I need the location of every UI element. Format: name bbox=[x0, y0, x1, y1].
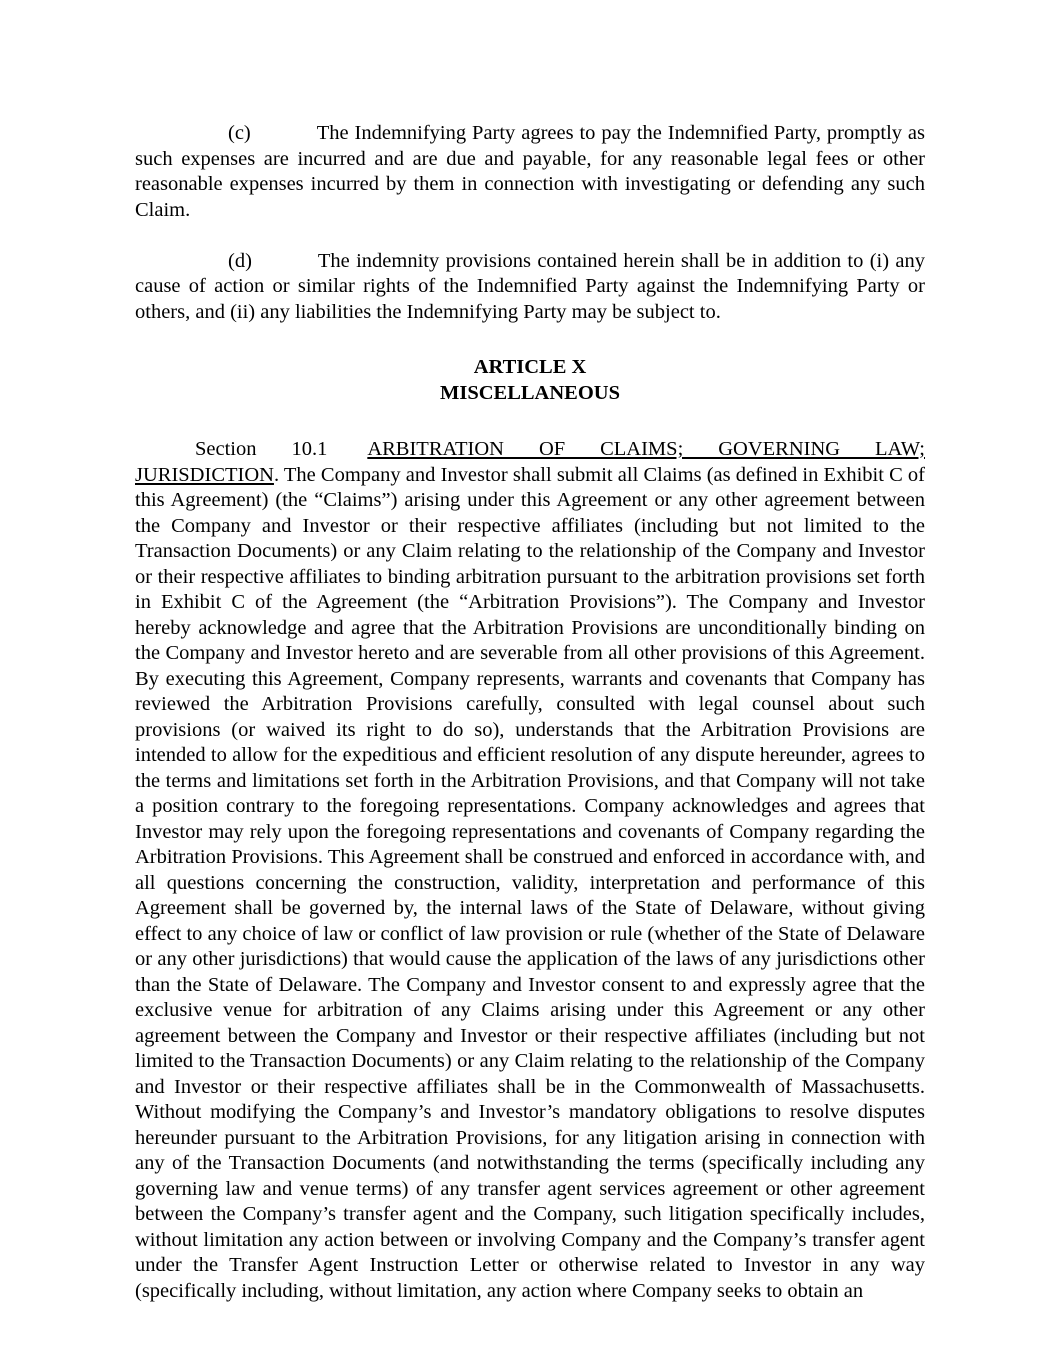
paragraph-c bbox=[135, 121, 925, 223]
section-10-1-paragraph bbox=[135, 437, 925, 1304]
article-heading-line2: MISCELLANEOUS bbox=[440, 381, 620, 404]
article-heading bbox=[135, 355, 925, 406]
section-10-1-title: ARBITRATION OF CLAIMS; GOVERNING LAW; JURISDICTION bbox=[135, 438, 925, 486]
paragraph-d-text: The indemnity provisions contained herein shall be in addition to (i) any cause of action or similar rights of the Indemnified Party against the Indemnifying Party or others, and (ii) any liabilities the Indemnifying Party may be subject to. bbox=[135, 249, 925, 323]
section-10-1-body: . The Company and Investor shall submit all Claims (as defined in Exhibit C of this Agreement) (the “Claims”) arising under this Agreement or any other agreement between the Company and Investor or their respective affiliates (including but not limited to the Transaction Documents) or any Claim relating to the relationship of the Company and Investor or their respective affiliates to binding arbitration pursuant to the arbitration provisions set forth in Exhibit C of the Agreement (the “Arbitration Provisions”). The Company and Investor hereby acknowledge and agree that the Arbitration Provisions are unconditionally binding on the Company and Investor hereto and are severable from all other provisions of this Agreement. By executing this Agreement, Company represents, warrants and covenants that Company has reviewed the Arbitration Provisions carefully, consulted with legal counsel about such provisions (or waived its right to do so), understands that the Arbitration Provisions are intended to allow for the expeditious and efficient resolution of any dispute hereunder, agrees to the terms and limitations set forth in the Arbitration Provisions, and that Company will not take a position contrary to the foregoing representations. Company acknowledges and agrees that Investor may rely upon the foregoing representations and covenants of Company regarding the Arbitration Provisions. This Agreement shall be construed and enforced in accordance with, and all questions concerning the construction, validity, interpretation and performance of this Agreement shall be governed by, the internal laws of the State of Delaware, without giving effect to any choice of law or conflict of law provision or rule (whether of the State of Delaware or any other jurisdictions) that would cause the application of the laws of any jurisdictions other than the State of Delaware. The Company and Investor consent to and expressly agree that the exclusive venue for arbitration of any Claims arising under this Agreement or any other agreement between the Company and Investor or their respective affiliates (including but not limited to the Transaction Documents) or any Claim relating to the relationship of the Company and Investor or their respective affiliates shall be in the Commonwealth of Massachusetts. Without modifying the Company’s and Investor’s mandatory obligations to resolve disputes hereunder pursuant to the Arbitration Provisions, for any litigation arising in connection with any of the Transaction Documents (and notwithstanding the terms (specifically including any governing law and venue terms) of any transfer agent services agreement or other agreement between the Company’s transfer agent and the Company, such litigation specifically includes, without limitation any action between or involving Company and the Company’s transfer agent under the Transfer Agent Instruction Letter or otherwise related to Investor in any way (specifically including, without limitation, any action where Company seeks to obtain an bbox=[135, 463, 925, 1302]
article-heading-line1: ARTICLE X bbox=[473, 356, 587, 378]
paragraph-d-label: (d) bbox=[228, 249, 252, 272]
paragraph-d bbox=[135, 249, 925, 326]
paragraph-c-label: (c) bbox=[228, 122, 251, 144]
section-10-1-label: Section 10.1 bbox=[195, 438, 328, 460]
paragraph-c-text: The Indemnifying Party agrees to pay the Indemnified Party, promptly as such expenses are incurred and are due and payable, for any reasonable legal fees or other reasonable expenses incurred by them in connection with investigating or defending any such Claim. bbox=[135, 122, 925, 221]
